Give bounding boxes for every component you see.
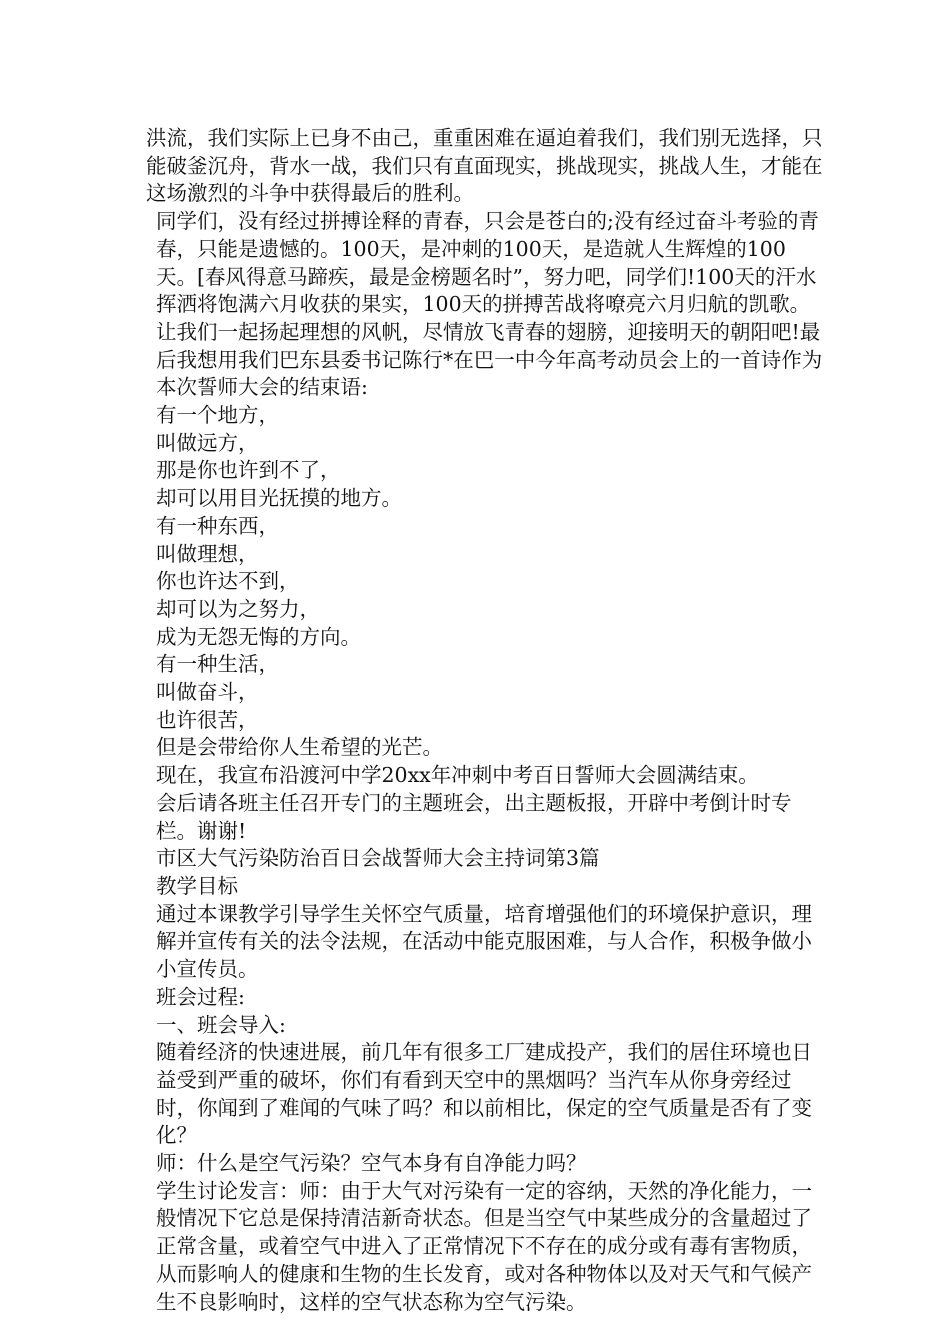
poem-line: 也许很苦， bbox=[156, 707, 259, 732]
section-heading: 市区大气污染防治百日会战誓师大会主持词第3篇 bbox=[156, 846, 600, 871]
poem-line: 却可以为之努力， bbox=[156, 596, 320, 621]
poem-line: 叫做远方， bbox=[156, 430, 259, 455]
paragraph: 学生讨论发言：师：由于大气对污染有一定的容纳，天然的净化能力，一般情况下它总是保持清洁新奇状态。但是当空气中某些成分的含量超过了正常含量，或着空气中进入了正常情况下不存在的成分或有毒有害物质，从而影响人的健康和生物的生长发育，或对各种物体以及对天气和气候产生不良影响时，这样的空气状态称为空气污染。 bbox=[156, 1178, 812, 1314]
poem-line: 但是会带给你人生希望的光芒。 bbox=[156, 735, 443, 760]
subheading: 班会过程: bbox=[156, 984, 245, 1009]
poem-line: 叫做理想， bbox=[156, 541, 259, 566]
paragraph: 同学们，没有经过拼搏诠释的青春，只会是苍白的;没有经过奋斗考验的青春，只能是遗憾的。100天，是冲刺的100天，是造就人生辉煌的100天。[春风得意马蹄疾，最是金榜题名时”，努力吧，同学们!100天的汗水挥洒将饱满六月收获的果实，100天的拼搏苦战将嘹亮六月归航的凯歌。让我们一起扬起理想的风帆，尽情放飞青春的翅膀，迎接明天的朝阳吧!最后我想用我们巴东县委书记陈行*在巴一中今年高考动员会上的一首诗作为本次誓师大会的结束语: bbox=[156, 209, 823, 400]
paragraph: 通过本课教学引导学生关怀空气质量，培育增强他们的环境保护意识，理解并宣传有关的法令法规，在活动中能克服困难，与人合作，积极争做小小宣传员。 bbox=[156, 901, 812, 982]
poem-line: 叫做奋斗， bbox=[156, 680, 259, 705]
paragraph: 随着经济的快速进展，前几年有很多工厂建成投产，我们的居住环境也日益受到严重的破坏，你们有看到天空中的黑烟吗？当汽车从你身旁经过时，你闻到了难闻的气味了吗？和以前相比，保定的空气质量是否有了变化？ bbox=[156, 1040, 812, 1148]
paragraph: 会后请各班主任召开专门的主题班会，出主题板报，开辟中考倒计时专栏。谢谢! bbox=[156, 790, 792, 843]
paragraph: 现在，我宣布沿渡河中学20xx年冲刺中考百日誓师大会圆满结束。 bbox=[156, 763, 759, 788]
poem-line: 却可以用目光抚摸的地方。 bbox=[156, 486, 402, 511]
subheading: 教学目标 bbox=[156, 873, 238, 898]
subheading: 一、班会导入: bbox=[156, 1012, 286, 1037]
poem-line: 成为无怨无悔的方向。 bbox=[156, 624, 361, 649]
poem-line: 那是你也许到不了， bbox=[156, 458, 341, 483]
poem-line: 你也许达不到， bbox=[156, 569, 300, 594]
poem-line: 有一种生活， bbox=[156, 652, 279, 677]
poem-line: 有一个地方， bbox=[156, 403, 279, 428]
paragraph: 洪流，我们实际上已身不由己，重重困难在逼迫着我们，我们别无选择，只能破釜沉舟，背水一战，我们只有直面现实，挑战现实，挑战人生，才能在这场激烈的斗争中获得最后的胜利。 bbox=[146, 126, 823, 206]
document-page bbox=[146, 125, 826, 1316]
paragraph: 师：什么是空气污染？空气本身有自净能力吗？ bbox=[156, 1151, 587, 1176]
poem-line: 有一种东西， bbox=[156, 513, 279, 538]
